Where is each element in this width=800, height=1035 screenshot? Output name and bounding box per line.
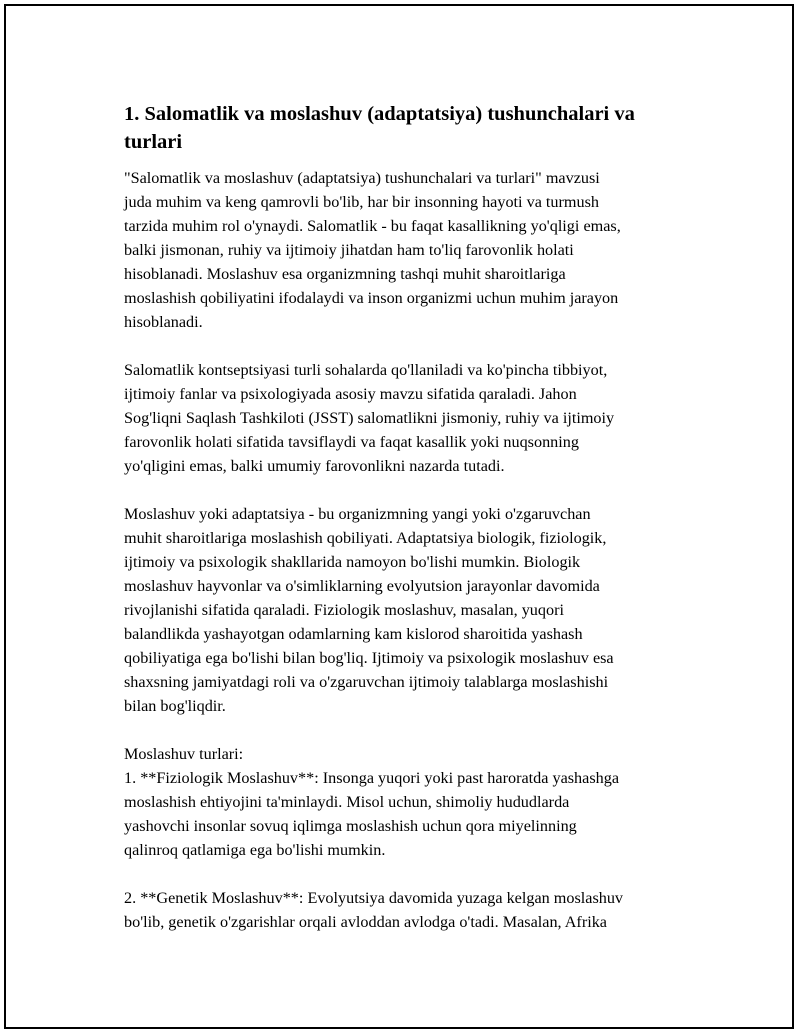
text-line: 2. **Genetik Moslashuv**: Evolyutsiya davomida yuzaga kelgan moslashuv (124, 889, 624, 907)
document-page (4, 4, 794, 1029)
text-line: juda muhim va keng qamrovli bo'lib, har bir insonning hayoti va turmush (124, 193, 599, 211)
text-line: hisoblanadi. Moslashuv esa organizmning tashqi muhit sharoitlariga (124, 265, 566, 283)
text-line: ijtimoiy fanlar va psixologiyada asosiy mavzu sifatida qaraladi. Jahon (124, 385, 577, 403)
text-line: rivojlanishi sifatida qaraladi. Fiziologik moslashuv, masalan, yuqori (124, 601, 564, 619)
text-line: shaxsning jamiyatdagi roli va o'zgaruvchan ijtimoiy talablarga moslashishi (124, 673, 609, 691)
text-line: moslashuv hayvonlar va o'simliklarning evolyutsion jarayonlar davomida (124, 577, 600, 595)
title-line: turlari (124, 131, 183, 153)
text-line: "Salomatlik va moslashuv (adaptatsiya) tushunchalari va turlari" mavzusi (124, 169, 600, 187)
text-line: Moslashuv turlari: (124, 745, 244, 763)
paragraph-types-genetic (124, 886, 700, 934)
text-line: bo'lib, genetik o'zgarishlar orqali avloddan avlodga o'tadi. Masalan, Afrika (124, 913, 607, 931)
text-line: ijtimoiy va psixologik shakllarida namoyon bo'lishi mumkin. Biologik (124, 553, 581, 571)
text-line: moslashish ehtiyojini ta'minlaydi. Misol uchun, shimoliy hududlarda (124, 793, 570, 811)
paragraph-adaptation (124, 502, 700, 718)
text-line: qalinroq qatlamiga ega bo'lishi mumkin. (124, 841, 386, 859)
text-line: balki jismonan, ruhiy va ijtimoiy jihatdan ham to'liq farovonlik holati (124, 241, 574, 259)
text-line: balandlikda yashayotgan odamlarning kam kislorod sharoitida yashash (124, 625, 583, 643)
text-line: Sog'liqni Saqlash Tashkiloti (JSST) salomatlikni jismoniy, ruhiy va ijtimoiy (124, 409, 615, 427)
paragraph-health-concept (124, 358, 700, 478)
text-line: 1. **Fiziologik Moslashuv**: Insonga yuqori yoki past haroratda yashashga (124, 769, 619, 787)
title-line: 1. Salomatlik va moslashuv (adaptatsiya) tushunchalari va (124, 103, 635, 125)
text-line: Moslashuv yoki adaptatsiya - bu organizmning yangi yoki o'zgaruvchan (124, 505, 591, 523)
paragraph-intro (124, 166, 700, 334)
paragraph-types-physiological (124, 742, 700, 862)
text-line: tarzida muhim rol o'ynaydi. Salomatlik - bu faqat kasallikning yo'qligi emas, (124, 217, 621, 235)
text-line: Salomatlik kontseptsiyasi turli sohalarda qo'llaniladi va ko'pincha tibbiyot, (124, 361, 608, 379)
text-line: qobiliyatiga ega bo'lishi bilan bog'liq. Ijtimoiy va psixologik moslashuv esa (124, 649, 614, 667)
text-line: moslashish qobiliyatini ifodalaydi va inson organizmi uchun muhim jarayon (124, 289, 619, 307)
text-line: muhit sharoitlariga moslashish qobiliyati. Adaptatsiya biologik, fiziologik, (124, 529, 607, 547)
text-line: yo'qligini emas, balki umumiy farovonlikni nazarda tutadi. (124, 457, 505, 475)
text-line: farovonlik holati sifatida tavsiflaydi va faqat kasallik yoki nuqsonning (124, 433, 579, 451)
document-title (124, 100, 700, 156)
text-line: yashovchi insonlar sovuq iqlimga moslashish uchun qora miyelinning (124, 817, 577, 835)
document-body (124, 100, 700, 958)
text-line: bilan bog'liqdir. (124, 697, 226, 715)
text-line: hisoblanadi. (124, 313, 203, 331)
